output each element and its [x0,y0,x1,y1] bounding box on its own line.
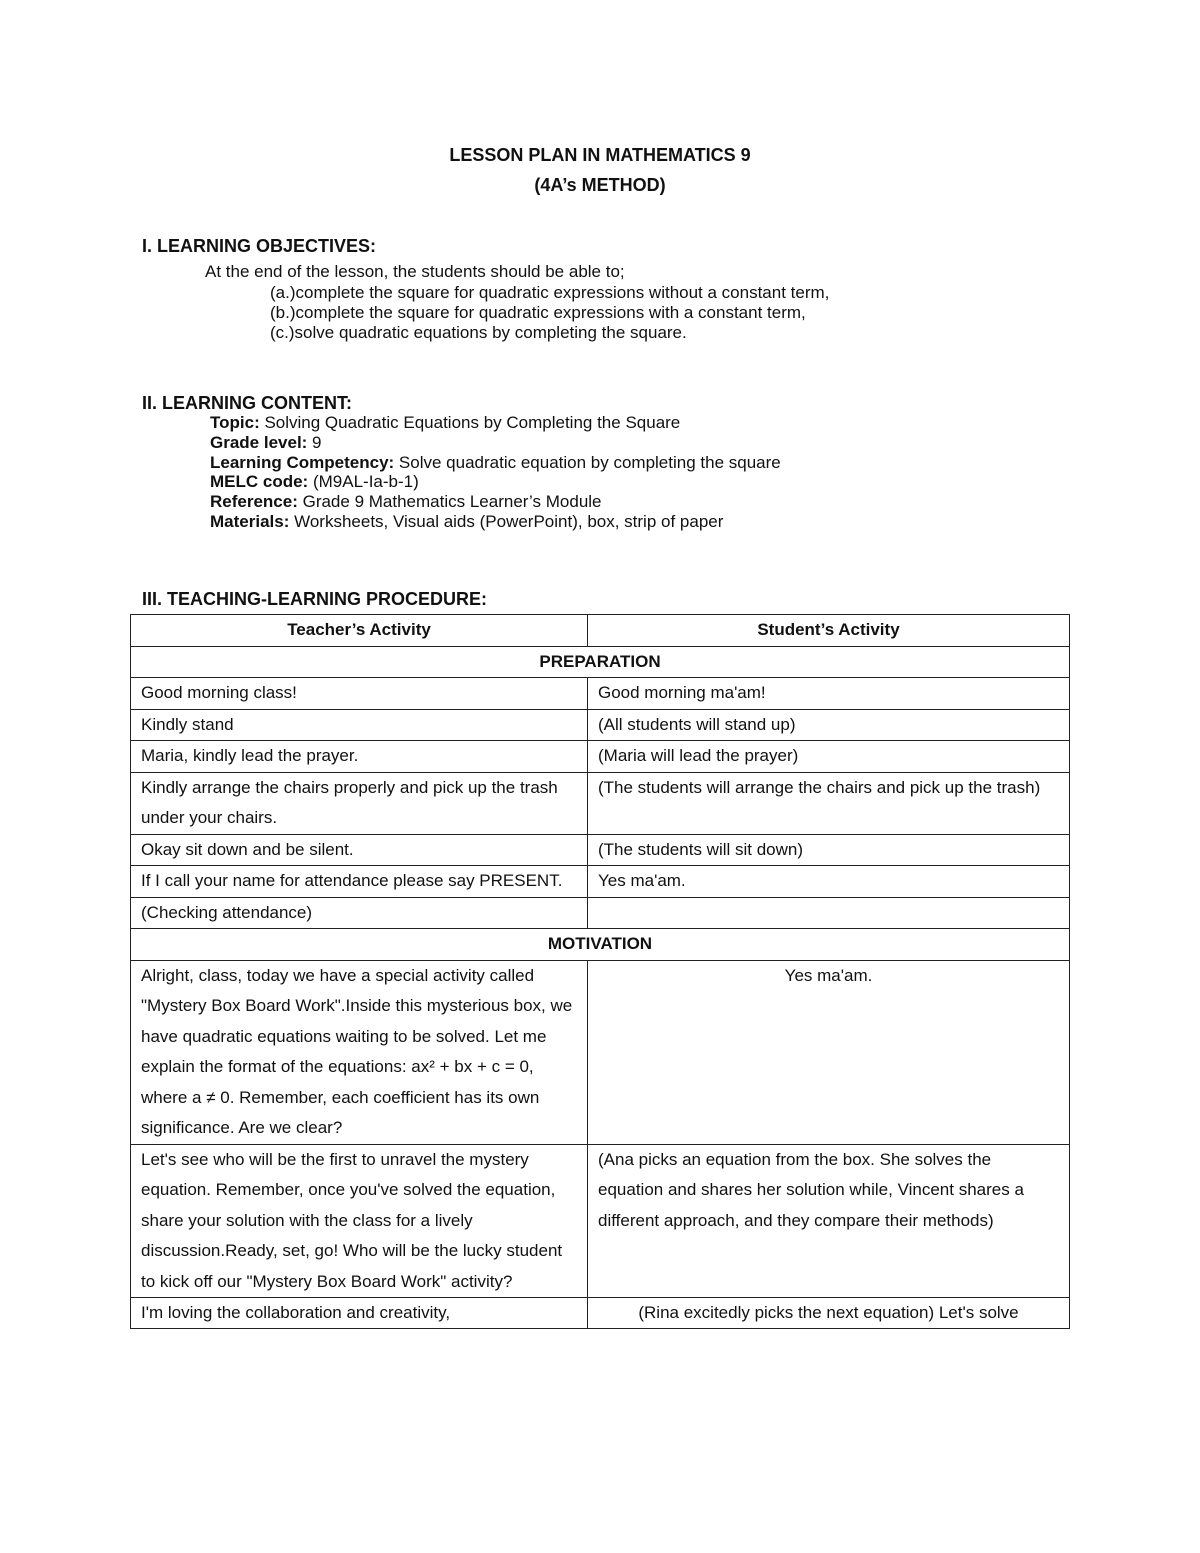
table-row [131,678,1070,710]
objective-item: (b.)complete the square for quadratic expressions with a constant term, [270,303,806,322]
teacher-cell-text: I'm loving the collaboration and creativity, [141,1303,451,1322]
content-list [210,413,781,532]
phase-motivation: MOTIVATION [131,929,1070,961]
objectives-list [270,283,829,343]
content-value: Grade 9 Mathematics Learner’s Module [297,492,602,512]
teacher-cell: If I call your name for attendance please say PRESENT. [131,866,588,898]
procedure-heading: III. TEACHING-LEARNING PROCEDURE: [142,589,488,609]
teacher-cell: Kindly stand [131,709,588,741]
table-row [131,834,1070,866]
content-value: 9 [307,432,322,452]
teacher-cell: Good morning class! [131,678,588,710]
student-cell: (Ana picks an equation from the box. She solves the equation and shares her solution while, Vincent shares a different approach, and they compare their methods) [588,1144,1070,1298]
content-value: Solving Quadratic Equations by Completing the Square [259,413,681,432]
content-item-reference [210,492,781,512]
objectives-intro: At the end of the lesson, the students should be able to; [205,262,625,281]
student-cell: Yes ma'am. [588,960,1070,1144]
student-cell [588,897,1070,929]
table-row [131,960,1070,1144]
teacher-cell: (Checking attendance) [131,897,588,929]
student-cell-text: (Rina excitedly picks the next equation) Let's solve [638,1303,1019,1322]
teacher-cell: Alright, class, today we have a special activity called "Mystery Box Board Work".Inside this mysterious box, we have quadratic equations waiting to be solved. Let me explain the format of the equations: ax² + bx + c = 0, where a ≠ 0. Remember, each coefficient has its own significance. Are we clear? [131,960,588,1144]
student-cell: (The students will sit down) [588,834,1070,866]
student-cell: Yes ma'am. [588,866,1070,898]
column-header-student: Student’s Activity [588,615,1070,647]
student-cell: (The students will arrange the chairs and pick up the trash) [588,772,1070,834]
content-label: Materials: [210,511,290,531]
content-item-topic [210,413,781,433]
phase-row [131,929,1070,961]
student-cell: (All students will stand up) [588,709,1070,741]
table-row [131,772,1070,834]
table-row [131,1144,1070,1298]
document-subtitle: (4A’s METHOD) [534,175,666,195]
objectives-heading: I. LEARNING OBJECTIVES: [142,236,377,256]
phase-row [131,646,1070,678]
content-label: Grade level: [210,432,308,452]
table-row [131,897,1070,929]
student-cell: Good morning ma'am! [588,678,1070,710]
column-header-teacher: Teacher’s Activity [131,615,588,647]
content-item-melc [210,472,781,492]
content-value: Solve quadratic equation by completing the square [394,452,781,472]
teacher-cell: Okay sit down and be silent. [131,834,588,866]
table-row [131,709,1070,741]
content-item-competency [210,453,781,473]
content-label: Topic: [210,413,260,432]
phase-preparation: PREPARATION [131,646,1070,678]
table-row [131,741,1070,773]
objective-item: (a.)complete the square for quadratic expressions without a constant term, [270,283,830,302]
teacher-cell [131,1298,588,1329]
content-value: (M9AL-Ia-b-1) [308,472,419,492]
content-heading: II. LEARNING CONTENT: [142,393,352,413]
content-label: Reference: [210,492,298,512]
procedure-table [130,614,1070,1329]
content-label: Learning Competency: [210,452,395,472]
objective-item: (c.)solve quadratic equations by completing the square. [270,323,687,342]
teacher-cell: Kindly arrange the chairs properly and pick up the trash under your chairs. [131,772,588,834]
teacher-cell: Let's see who will be the first to unravel the mystery equation. Remember, once you've solved the equation, share your solution with the class for a lively discussion.Ready, set, go! Who will be the lucky student to kick off our "Mystery Box Board Work" activity? [131,1144,588,1298]
table-row [131,1298,1070,1329]
content-value: Worksheets, Visual aids (PowerPoint), box, strip of paper [289,511,724,531]
table-header-row [131,615,1070,647]
content-item-materials [210,512,781,532]
content-item-grade [210,433,781,453]
student-cell [588,1298,1070,1329]
table-row [131,866,1070,898]
document-title: LESSON PLAN IN MATHEMATICS 9 [449,145,751,165]
student-cell: (Maria will lead the prayer) [588,741,1070,773]
content-label: MELC code: [210,472,309,492]
teacher-cell: Maria, kindly lead the prayer. [131,741,588,773]
